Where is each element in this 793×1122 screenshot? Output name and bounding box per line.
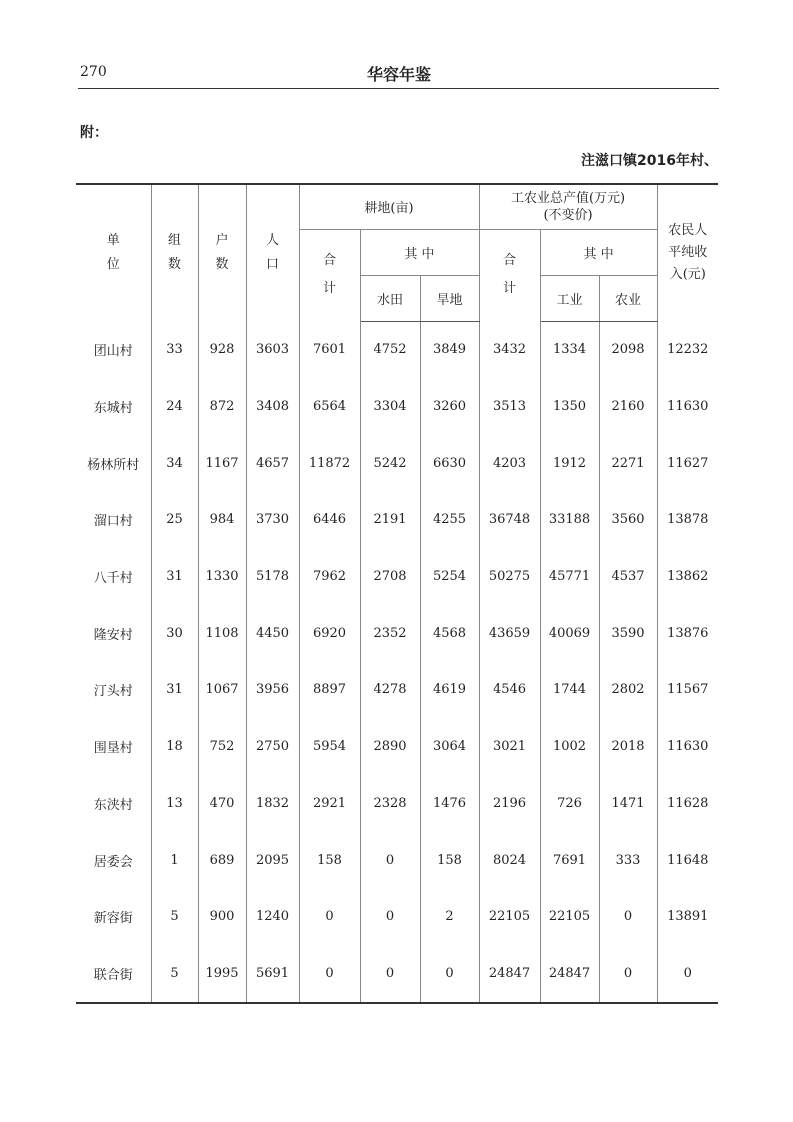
cell-income: 11630 <box>667 399 709 415</box>
cell-groups: 13 <box>151 775 198 832</box>
cell-groups: 18 <box>151 718 198 775</box>
cell-paddy: 4278 <box>360 662 420 719</box>
header-output-of-which: 其 中 <box>540 229 657 275</box>
cell-agriculture: 1471 <box>599 775 657 832</box>
cell-industry: 1002 <box>540 718 599 775</box>
cell-agriculture: 3560 <box>599 492 657 549</box>
cell-farm-total: 11872 <box>299 435 360 492</box>
header-dryland: 旱地 <box>420 275 479 321</box>
cell-population: 5178 <box>246 548 299 605</box>
cell-groups: 33 <box>151 321 198 378</box>
cell-dryland: 158 <box>420 832 479 889</box>
table-row <box>76 775 718 832</box>
header-agriculture: 农业 <box>599 275 657 321</box>
cell-farm-total: 6920 <box>299 605 360 662</box>
table-caption: 注滋口镇2016年村、 <box>581 153 718 169</box>
header-unit: 单位 <box>76 184 151 321</box>
cell-households: 872 <box>198 378 246 435</box>
cell-groups: 5 <box>151 888 198 945</box>
cell-farm-total: 6446 <box>299 492 360 549</box>
cell-population: 3956 <box>246 662 299 719</box>
table-row <box>76 321 718 378</box>
cell-paddy: 2328 <box>360 775 420 832</box>
cell-population: 1832 <box>246 775 299 832</box>
cell-unit: 围垦村 <box>76 718 151 775</box>
cell-paddy: 2352 <box>360 605 420 662</box>
header-output-total: 合计 <box>479 229 540 321</box>
table-row <box>76 492 718 549</box>
header-output-line1: 工农业总产值(万元) <box>510 190 626 206</box>
table-row <box>76 888 718 945</box>
header-groups: 组数 <box>151 184 198 321</box>
cell-groups: 31 <box>151 548 198 605</box>
cell-households: 470 <box>198 775 246 832</box>
cell-groups: 24 <box>151 378 198 435</box>
cell-farm-total: 6564 <box>299 378 360 435</box>
cell-groups: 25 <box>151 492 198 549</box>
cell-agriculture: 0 <box>599 945 657 1003</box>
cell-income: 0 <box>657 945 718 1003</box>
cell-industry: 726 <box>540 775 599 832</box>
cell-dryland: 2 <box>420 888 479 945</box>
cell-industry: 33188 <box>540 492 599 549</box>
cell-population: 2095 <box>246 832 299 889</box>
cell-unit: 杨林所村 <box>76 435 151 492</box>
page-header <box>80 60 718 88</box>
cell-unit: 联合街 <box>76 945 151 1003</box>
cell-agriculture: 4537 <box>599 548 657 605</box>
cell-output-total: 3513 <box>479 378 540 435</box>
header-population: 人口 <box>246 184 299 321</box>
cell-industry: 40069 <box>540 605 599 662</box>
cell-dryland: 3064 <box>420 718 479 775</box>
cell-output-total: 50275 <box>479 548 540 605</box>
cell-agriculture: 333 <box>599 832 657 889</box>
cell-paddy: 0 <box>360 888 420 945</box>
cell-unit: 东城村 <box>76 378 151 435</box>
cell-groups: 34 <box>151 435 198 492</box>
cell-industry: 1912 <box>540 435 599 492</box>
cell-population: 3730 <box>246 492 299 549</box>
table-row <box>76 832 718 889</box>
cell-income: 13878 <box>667 512 709 528</box>
cell-paddy: 2890 <box>360 718 420 775</box>
cell-households: 1108 <box>198 605 246 662</box>
cell-dryland: 4568 <box>420 605 479 662</box>
cell-output-total: 4203 <box>479 435 540 492</box>
header-output <box>479 184 657 229</box>
header-farmland: 耕地(亩) <box>299 184 479 229</box>
cell-groups: 5 <box>151 945 198 1003</box>
cell-farm-total: 158 <box>299 832 360 889</box>
cell-paddy: 5242 <box>360 435 420 492</box>
table-row <box>76 945 718 1003</box>
cell-income: 11628 <box>667 795 709 811</box>
cell-households: 689 <box>198 832 246 889</box>
cell-industry: 1350 <box>540 378 599 435</box>
cell-households: 1330 <box>198 548 246 605</box>
cell-groups: 1 <box>151 832 198 889</box>
header-industry: 工业 <box>540 275 599 321</box>
table-row <box>76 548 718 605</box>
cell-paddy: 0 <box>360 945 420 1003</box>
cell-groups: 31 <box>151 662 198 719</box>
cell-income: 13891 <box>667 909 709 925</box>
cell-income: 11630 <box>667 739 709 755</box>
cell-households: 1067 <box>198 662 246 719</box>
cell-output-total: 24847 <box>479 945 540 1003</box>
cell-paddy: 4752 <box>360 321 420 378</box>
cell-income: 13862 <box>667 569 709 585</box>
cell-industry: 1744 <box>540 662 599 719</box>
cell-population: 5691 <box>246 945 299 1003</box>
cell-dryland: 4619 <box>420 662 479 719</box>
cell-paddy: 2191 <box>360 492 420 549</box>
cell-population: 4657 <box>246 435 299 492</box>
cell-households: 900 <box>198 888 246 945</box>
cell-income: 13876 <box>667 625 709 641</box>
cell-unit: 溜口村 <box>76 492 151 549</box>
cell-dryland: 3849 <box>420 321 479 378</box>
cell-farm-total: 2921 <box>299 775 360 832</box>
cell-output-total: 4546 <box>479 662 540 719</box>
cell-dryland: 3260 <box>420 378 479 435</box>
cell-population: 4450 <box>246 605 299 662</box>
cell-population: 2750 <box>246 718 299 775</box>
cell-dryland: 0 <box>420 945 479 1003</box>
cell-industry: 1334 <box>540 321 599 378</box>
cell-unit: 新容街 <box>76 888 151 945</box>
header-households: 户数 <box>198 184 246 321</box>
cell-industry: 22105 <box>540 888 599 945</box>
cell-output-total: 3432 <box>479 321 540 378</box>
header-farmland-of-which: 其 中 <box>360 229 479 275</box>
cell-dryland: 1476 <box>420 775 479 832</box>
cell-unit: 汀头村 <box>76 662 151 719</box>
cell-output-total: 2196 <box>479 775 540 832</box>
cell-farm-total: 7601 <box>299 321 360 378</box>
header-divider <box>78 88 719 89</box>
cell-population: 1240 <box>246 888 299 945</box>
cell-households: 928 <box>198 321 246 378</box>
cell-paddy: 3304 <box>360 378 420 435</box>
cell-farm-total: 7962 <box>299 548 360 605</box>
cell-paddy: 0 <box>360 832 420 889</box>
cell-output-total: 3021 <box>479 718 540 775</box>
cell-industry: 45771 <box>540 548 599 605</box>
cell-agriculture: 2160 <box>599 378 657 435</box>
cell-industry: 7691 <box>540 832 599 889</box>
cell-output-total: 43659 <box>479 605 540 662</box>
table-row <box>76 378 718 435</box>
cell-output-total: 22105 <box>479 888 540 945</box>
cell-income: 11627 <box>667 455 709 471</box>
cell-farm-total: 0 <box>299 888 360 945</box>
header-farmland-total: 合计 <box>299 229 360 321</box>
cell-dryland: 6630 <box>420 435 479 492</box>
cell-unit: 团山村 <box>76 321 151 378</box>
cell-agriculture: 2018 <box>599 718 657 775</box>
cell-income: 12232 <box>667 342 709 358</box>
cell-dryland: 5254 <box>420 548 479 605</box>
cell-households: 1995 <box>198 945 246 1003</box>
table-body <box>76 321 718 1003</box>
cell-agriculture: 2271 <box>599 435 657 492</box>
cell-agriculture: 2098 <box>599 321 657 378</box>
cell-income: 11648 <box>667 852 709 868</box>
header-output-line2: (不变价) <box>543 207 593 223</box>
header-paddy: 水田 <box>360 275 420 321</box>
cell-population: 3408 <box>246 378 299 435</box>
table-row <box>76 718 718 775</box>
cell-households: 752 <box>198 718 246 775</box>
table-row <box>76 662 718 719</box>
book-title: 华容年鉴 <box>366 65 431 84</box>
cell-output-total: 8024 <box>479 832 540 889</box>
cell-agriculture: 3590 <box>599 605 657 662</box>
cell-population: 3603 <box>246 321 299 378</box>
cell-unit: 居委会 <box>76 832 151 889</box>
cell-farm-total: 0 <box>299 945 360 1003</box>
cell-output-total: 36748 <box>479 492 540 549</box>
appendix-label: 附： <box>80 125 108 141</box>
cell-farm-total: 8897 <box>299 662 360 719</box>
village-statistics-table <box>76 183 718 1004</box>
cell-unit: 东浃村 <box>76 775 151 832</box>
cell-income: 11567 <box>667 682 709 698</box>
cell-agriculture: 2802 <box>599 662 657 719</box>
cell-unit: 八千村 <box>76 548 151 605</box>
cell-groups: 30 <box>151 605 198 662</box>
table-row <box>76 435 718 492</box>
cell-agriculture: 0 <box>599 888 657 945</box>
cell-farm-total: 5954 <box>299 718 360 775</box>
cell-industry: 24847 <box>540 945 599 1003</box>
cell-households: 1167 <box>198 435 246 492</box>
page-number: 270 <box>80 64 107 80</box>
cell-paddy: 2708 <box>360 548 420 605</box>
header-income: 农民人平纯收入(元) <box>657 184 718 321</box>
cell-unit: 隆安村 <box>76 605 151 662</box>
cell-dryland: 4255 <box>420 492 479 549</box>
table-row <box>76 605 718 662</box>
cell-households: 984 <box>198 492 246 549</box>
